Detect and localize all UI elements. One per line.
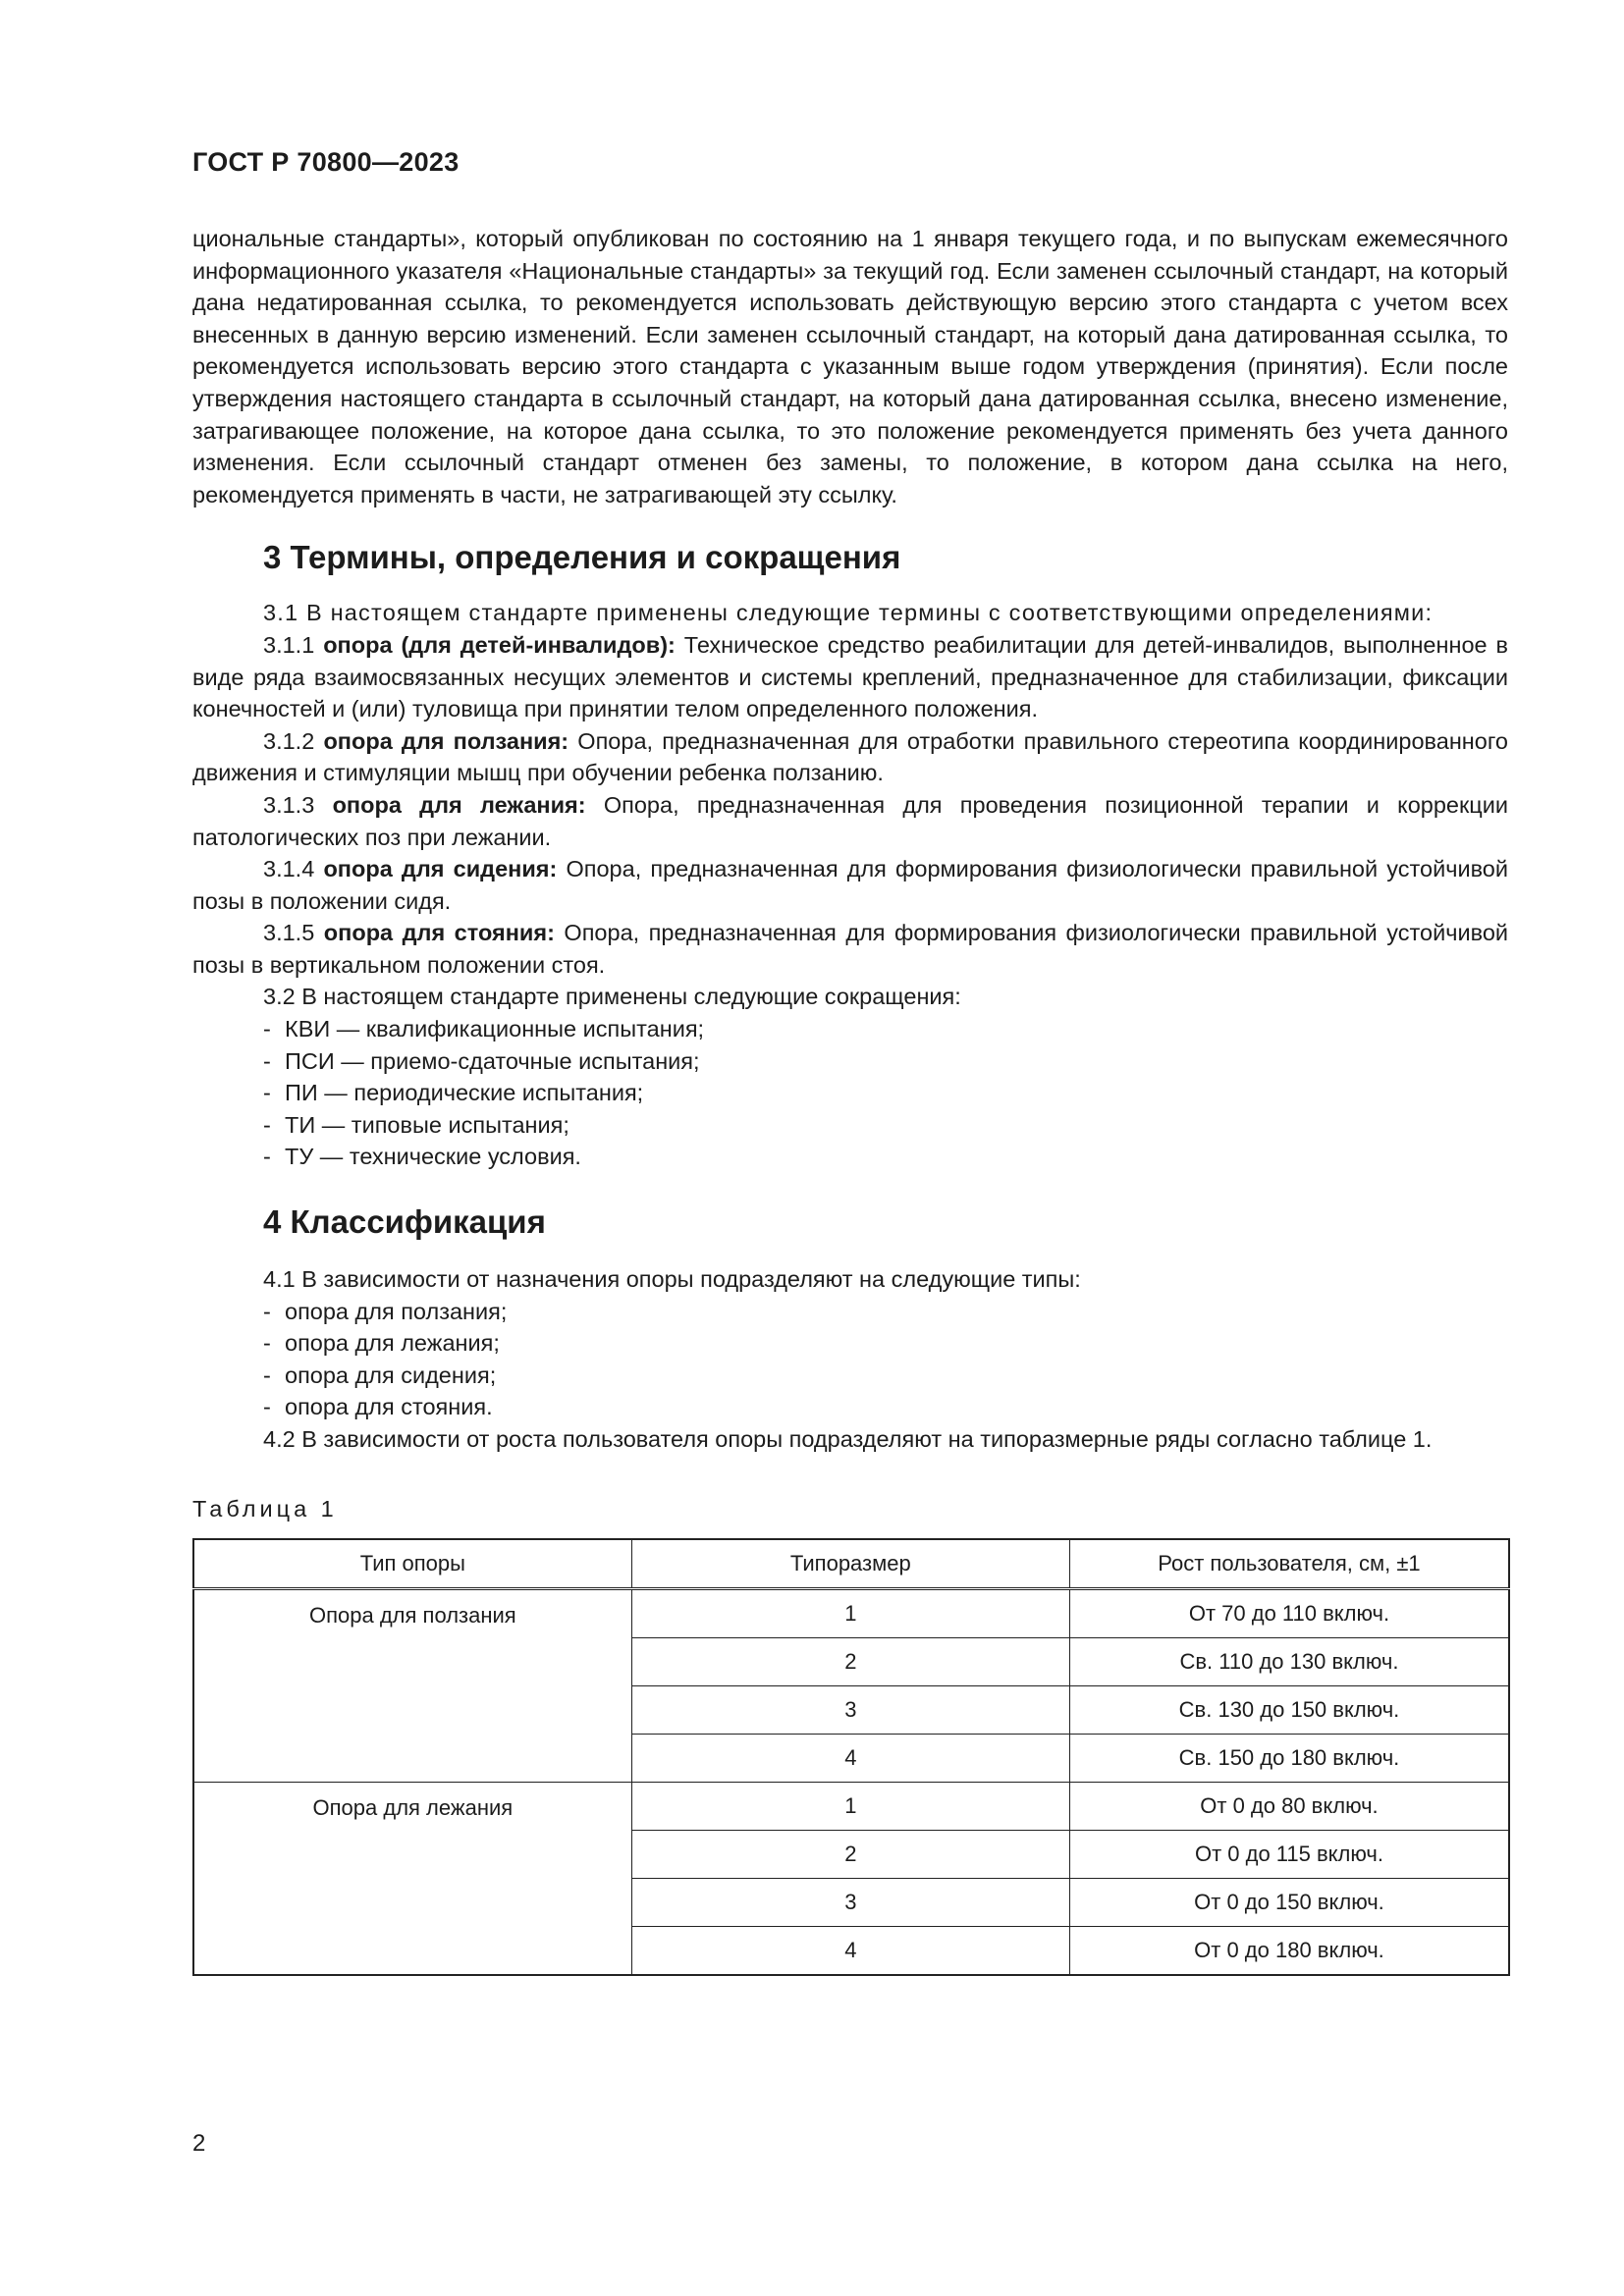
- dash-marker: -: [263, 1111, 271, 1138]
- term-definition: [192, 789, 1508, 853]
- term-number: 3.1.4: [263, 856, 315, 882]
- dash-marker: -: [263, 1394, 271, 1420]
- abbreviation-item: [192, 1013, 1508, 1045]
- term-text: Опора, предназначенная для отработки правильного стереотипа координированного движения и стимуляции мышц при обучении ребенка ползанию.: [192, 727, 1508, 786]
- abbreviation-item: [192, 1045, 1508, 1078]
- clause-4-2: 4.2 В зависимости от роста пользователя опоры подразделяют на типоразмерные ряды согласно таблице 1.: [263, 1426, 1433, 1452]
- term-text: Опора, предназначенная для формирования физиологически правильной устойчивой позы в положении сидя.: [192, 856, 1508, 914]
- document-body: [192, 223, 1508, 1976]
- term-name: опора для ползания:: [323, 727, 569, 754]
- table-body: [193, 1589, 1509, 1976]
- cell-type: Опора для лежания: [193, 1783, 631, 1976]
- terms-list: [192, 629, 1508, 982]
- dash-marker: -: [263, 1080, 271, 1106]
- header-size: Типоразмер: [631, 1539, 1069, 1589]
- table-1: [192, 1538, 1510, 1976]
- dash-marker: -: [263, 1144, 271, 1170]
- dash-marker: -: [263, 1047, 271, 1074]
- dash-marker: -: [263, 1016, 271, 1042]
- cell-size: 3: [631, 1879, 1069, 1927]
- cell-height: От 0 до 150 включ.: [1069, 1879, 1509, 1927]
- cell-type: Опора для ползания: [193, 1589, 631, 1783]
- list-item-text: ПСИ — приемо-сдаточные испытания;: [285, 1047, 700, 1074]
- term-name: опора для сидения:: [323, 856, 558, 882]
- intro-paragraph: циональные стандарты», который опубликован по состоянию на 1 января текущего года, и по выпускам ежемесячного информационного указателя «Национальные стандарты» за текущий год. Если заменен ссылочный стандарт, на который дана недатированная ссылка, то рекомендуется использовать действующую версию этого стандарта с учетом всех внесенных в данную версию изменений. Если заменен ссылочный стандарт, на который дана датированная ссылка, то рекомендуется использовать версию этого стандарта с указанным выше годом утверждения (принятия). Если после утверждения настоящего стандарта в ссылочный стандарт, на который дана датированная ссылка, внесено изменение, затрагивающее положение, на которое дана ссылка, то это положение рекомендуется применять без учета данного изменения. Если ссылочный стандарт отменен без замены, то положение, в котором дана ссылка на него, рекомендуется применять в части, не затрагивающей эту ссылку.: [192, 226, 1508, 507]
- section-4-title: 4 Классификация: [263, 1203, 546, 1241]
- term-name: опора (для детей-инвалидов):: [323, 631, 676, 658]
- term-text: Опора, предназначенная для формирования физиологически правильной устойчивой позы в вертикальном положении стоя.: [192, 920, 1509, 978]
- cell-size: 4: [631, 1735, 1069, 1783]
- list-item-text: опора для сидения;: [285, 1362, 497, 1388]
- cell-height: От 70 до 110 включ.: [1069, 1589, 1509, 1638]
- cell-size: 3: [631, 1686, 1069, 1735]
- type-item: [192, 1296, 1508, 1328]
- term-definition: [192, 917, 1508, 981]
- term-name: опора для лежания:: [332, 791, 586, 818]
- clause-3-1: 3.1 В настоящем стандарте применены следующие термины с соответствующими определениями:: [263, 600, 1434, 626]
- table-caption: Таблица 1: [192, 1495, 338, 1522]
- dash-marker: -: [263, 1330, 271, 1357]
- header-type: Тип опоры: [193, 1539, 631, 1589]
- section-3-title: 3 Термины, определения и сокращения: [263, 539, 901, 576]
- list-item-text: ТИ — типовые испытания;: [285, 1111, 569, 1138]
- cell-height: Св. 110 до 130 включ.: [1069, 1638, 1509, 1686]
- table-row: [193, 1589, 1509, 1638]
- page-number: 2: [192, 2130, 206, 2157]
- clause-3-2: 3.2 В настоящем стандарте применены следующие сокращения:: [263, 984, 961, 1010]
- term-definition: [192, 725, 1508, 789]
- list-item-text: КВИ — квалификационные испытания;: [285, 1016, 705, 1042]
- abbreviation-item: [192, 1141, 1508, 1173]
- dash-marker: -: [263, 1362, 271, 1388]
- cell-size: 1: [631, 1589, 1069, 1638]
- abbreviation-item: [192, 1109, 1508, 1142]
- term-text: Техническое средство реабилитации для детей-инвалидов, выполненное в виде ряда взаимосвязанных несущих элементов и системы креплений, предназначенное для стабилизации, фиксации конечностей и (или) туловища при принятии телом определенного положения.: [192, 631, 1508, 722]
- type-item: [192, 1327, 1508, 1360]
- cell-height: Св. 150 до 180 включ.: [1069, 1735, 1509, 1783]
- list-item-text: опора для стояния.: [285, 1394, 493, 1420]
- table-header-row: [193, 1539, 1509, 1589]
- cell-size: 2: [631, 1638, 1069, 1686]
- term-number: 3.1.1: [263, 631, 315, 658]
- cell-height: Св. 130 до 150 включ.: [1069, 1686, 1509, 1735]
- list-item-text: ТУ — технические условия.: [285, 1144, 581, 1170]
- cell-height: От 0 до 80 включ.: [1069, 1783, 1509, 1831]
- term-name: опора для стояния:: [323, 920, 555, 946]
- term-number: 3.1.3: [263, 791, 315, 818]
- cell-height: От 0 до 115 включ.: [1069, 1831, 1509, 1879]
- term-number: 3.1.2: [263, 727, 315, 754]
- header-height: Рост пользователя, см, ±1: [1069, 1539, 1509, 1589]
- doc-header: ГОСТ Р 70800—2023: [192, 147, 460, 177]
- cell-size: 1: [631, 1783, 1069, 1831]
- cell-size: 4: [631, 1927, 1069, 1976]
- list-item-text: опора для лежания;: [285, 1330, 500, 1357]
- term-text: Опора, предназначенная для проведения позиционной терапии и коррекции патологических поз при лежании.: [192, 791, 1509, 850]
- cell-size: 2: [631, 1831, 1069, 1879]
- type-item: [192, 1391, 1508, 1423]
- list-item-text: ПИ — периодические испытания;: [285, 1080, 644, 1106]
- term-definition: [192, 853, 1508, 917]
- cell-height: От 0 до 180 включ.: [1069, 1927, 1509, 1976]
- type-item: [192, 1360, 1508, 1392]
- term-definition: [192, 629, 1508, 725]
- types-list: [192, 1296, 1508, 1423]
- abbreviations-list: [192, 1013, 1508, 1173]
- clause-4-1: 4.1 В зависимости от назначения опоры подразделяют на следующие типы:: [263, 1266, 1081, 1293]
- dash-marker: -: [263, 1298, 271, 1324]
- abbreviation-item: [192, 1077, 1508, 1109]
- list-item-text: опора для ползания;: [285, 1298, 508, 1324]
- term-number: 3.1.5: [263, 920, 315, 946]
- table-row: [193, 1783, 1509, 1831]
